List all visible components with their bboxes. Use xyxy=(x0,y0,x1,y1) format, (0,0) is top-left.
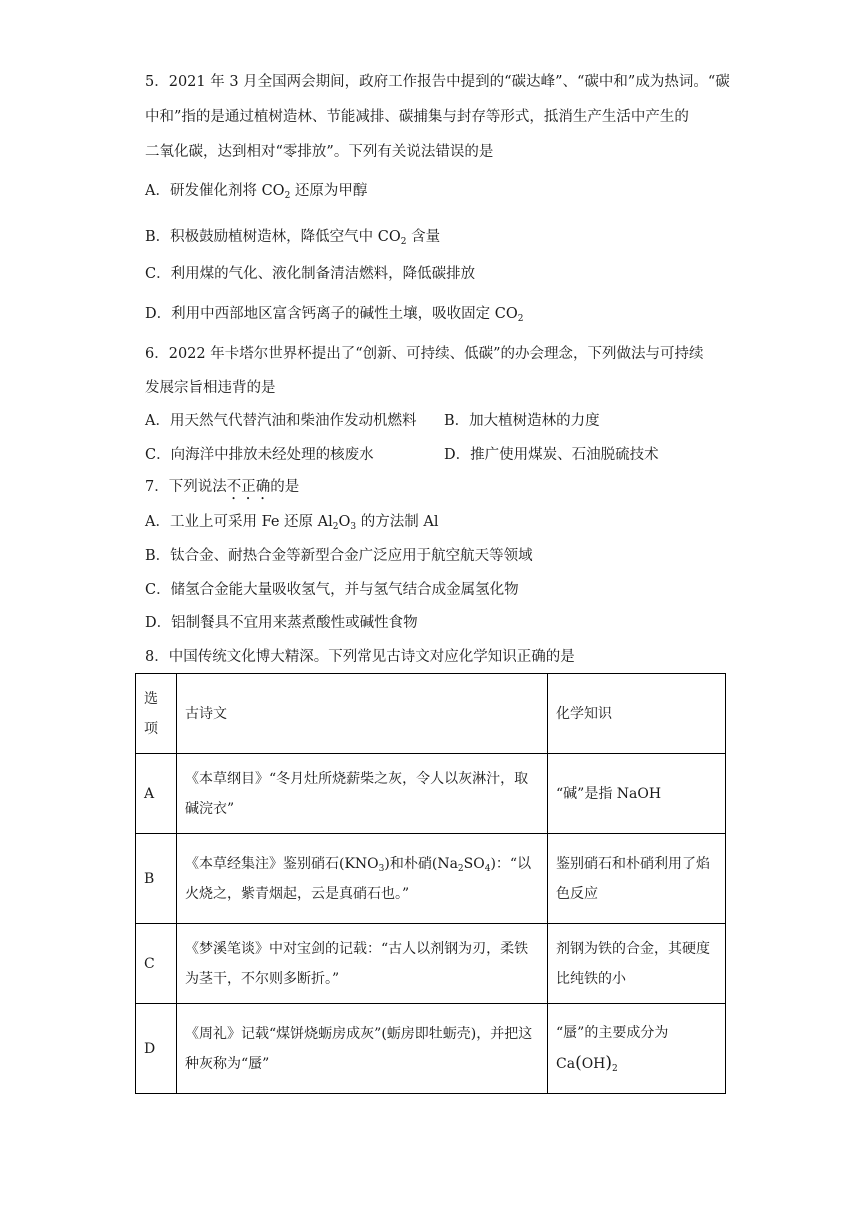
row-b-option: B xyxy=(136,834,177,924)
q5-option-c: C．利用煤的气化、液化制备清洁燃料，降低碳排放 xyxy=(145,266,476,282)
row-d-knowledge: “蜃”的主要成分为 $Ca(OH)_2$ xyxy=(548,1004,726,1094)
row-b-poem: 《本草经集注》鉴别硝石$(KNO_3)$和朴硝$(Na_2SO_4)$：“以火烧之，紫青烟起，云是真硝石也。” xyxy=(177,834,548,924)
table-row xyxy=(136,924,726,1004)
q7-emphasis: 不正确 xyxy=(226,479,271,495)
table-row xyxy=(136,1004,726,1094)
q5-stem-line1: 5．2021 年 3 月全国两会期间，政府工作报告中提到的“碳达峰”、“碳中和”成为热词。“碳 xyxy=(145,74,730,90)
q6-option-b: B．加大植树造林的力度 xyxy=(444,413,600,429)
q5-option-a: A．研发催化剂将 $CO_2$ 还原为甲醇 xyxy=(145,183,368,201)
row-a-option: A xyxy=(136,754,177,834)
row-b-knowledge: 鉴别硝石和朴硝利用了焰色反应 xyxy=(548,834,726,924)
q7-option-c: C．储氢合金能大量吸收氢气，并与氢气结合成金属氢化物 xyxy=(145,582,519,598)
q5-stem-line2: 中和”指的是通过植树造林、节能减排、碳捕集与封存等形式，抵消生产生活中产生的 xyxy=(145,109,689,125)
q6-option-c: C．向海洋中排放未经处理的核废水 xyxy=(145,447,374,463)
table-row xyxy=(136,834,726,924)
q7-option-b: B．钛合金、耐热合金等新型合金广泛应用于航空航天等领域 xyxy=(145,548,533,564)
row-a-poem: 《本草纲目》“冬月灶所烧薪柴之灰，令人以灰淋汁，取碱浣衣” xyxy=(177,754,548,834)
q5-stem-line3: 二氧化碳，达到相对“零排放”。下列有关说法错误的是 xyxy=(145,144,494,160)
table-header-row xyxy=(136,674,726,754)
row-a-knowledge: “碱”是指 NaOH xyxy=(548,754,726,834)
row-c-option: C xyxy=(136,924,177,1004)
q5-option-b: B．积极鼓励植树造林，降低空气中 $CO_2$ 含量 xyxy=(145,229,441,247)
header-knowledge: 化学知识 xyxy=(548,674,726,754)
q7-option-a: A．工业上可采用 Fe 还原 $Al_2O_3$ 的方法制 Al xyxy=(145,514,439,532)
header-option: 选项 xyxy=(136,674,177,754)
q7-option-d: D．铝制餐具不宜用来蒸煮酸性或碱性食物 xyxy=(145,615,418,631)
row-d-poem: 《周礼》记载“煤饼烧蛎房成灰”(蛎房即牡蛎壳)，并把这种灰称为“蜃” xyxy=(177,1004,548,1094)
q7-stem: 7．下列说法不正确的是 xyxy=(145,479,300,495)
q6-stem-line2: 发展宗旨相违背的是 xyxy=(145,380,276,396)
row-c-knowledge: 剂钢为铁的合金，其硬度比纯铁的小 xyxy=(548,924,726,1004)
header-poem: 古诗文 xyxy=(177,674,548,754)
table-row xyxy=(136,754,726,834)
q6-stem-line1: 6．2022 年卡塔尔世界杯提出了“创新、可持续、低碳”的办会理念，下列做法与可持续 xyxy=(145,346,704,362)
q5-option-d: D．利用中西部地区富含钙离子的碱性土壤，吸收固定 $CO_2$ xyxy=(145,306,524,324)
q8-stem: 8．中国传统文化博大精深。下列常见古诗文对应化学知识正确的是 xyxy=(145,649,575,665)
row-c-poem: 《梦溪笔谈》中对宝剑的记载：“古人以剂钢为刃，柔铁为茎干，不尔则多断折。” xyxy=(177,924,548,1004)
row-d-option: D xyxy=(136,1004,177,1094)
q8-table xyxy=(135,673,726,1094)
q6-option-d: D．推广使用煤炭、石油脱硫技术 xyxy=(444,447,659,463)
q6-option-a: A．用天然气代替汽油和柴油作发动机燃料 xyxy=(145,413,417,429)
